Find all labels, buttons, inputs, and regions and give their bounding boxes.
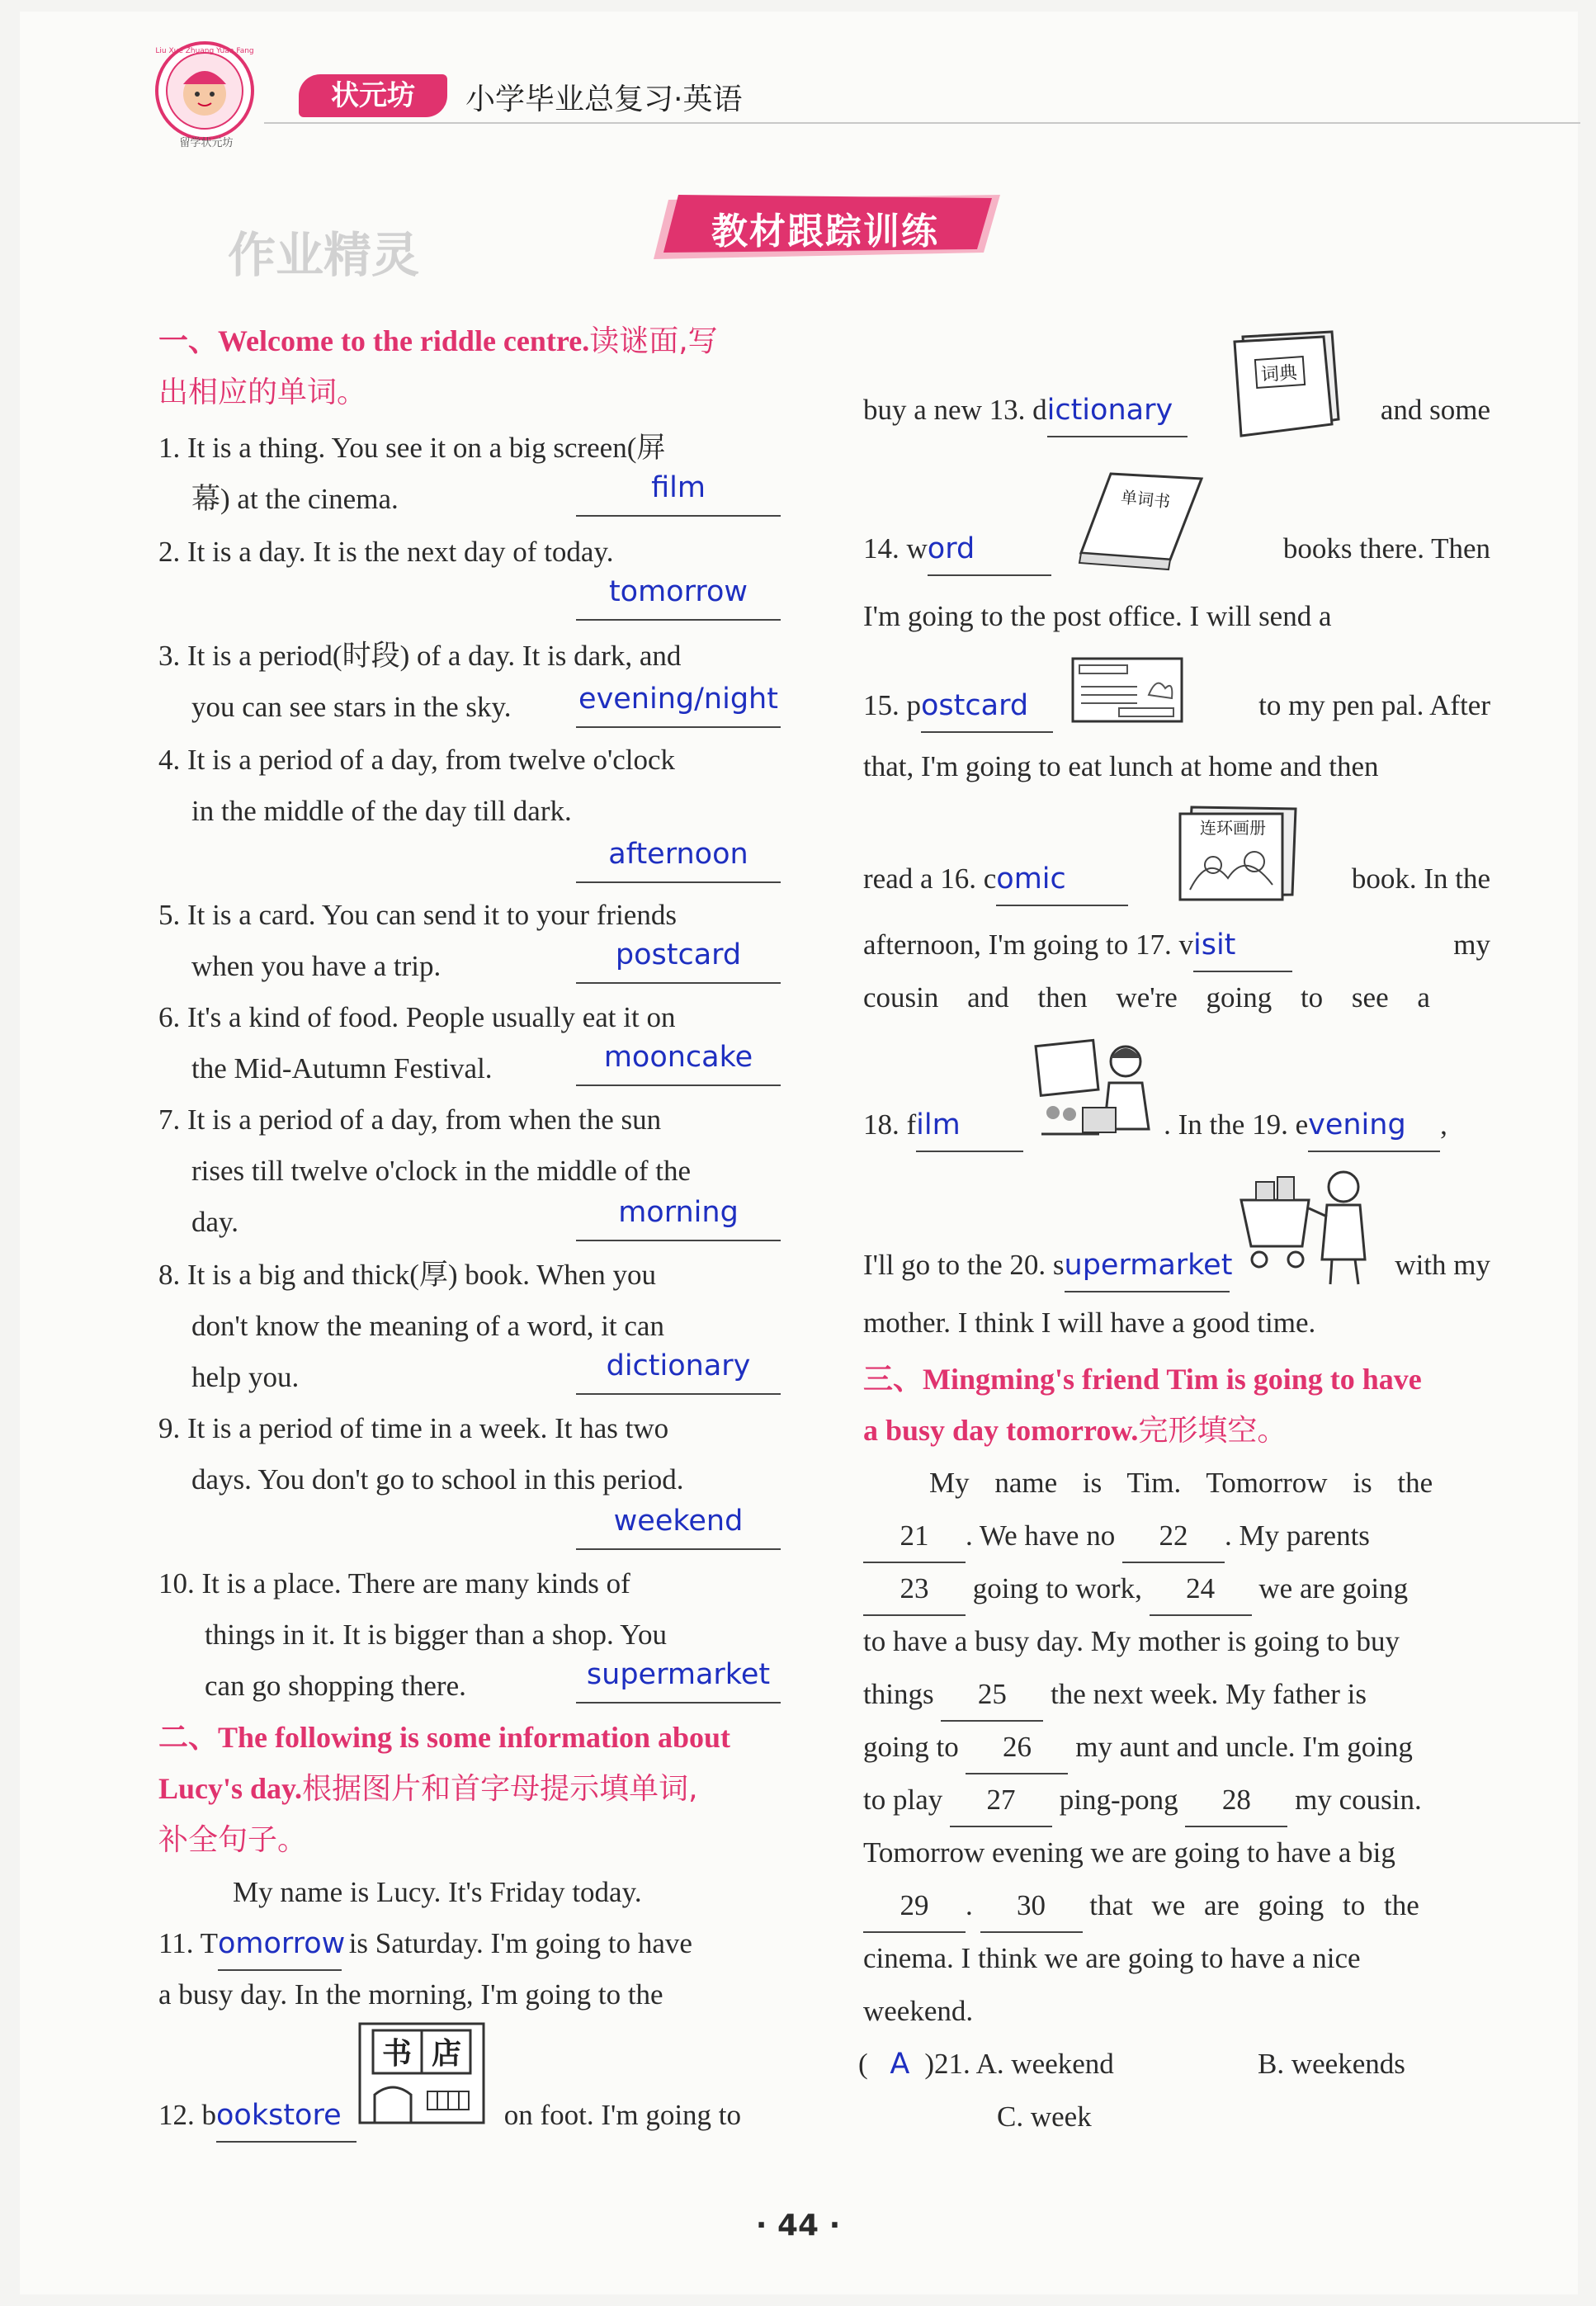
item3-line1: 3. It is a period(时段) of a day. It is dark, and [158,640,682,672]
s17-suffix: my [1453,929,1490,961]
q21-open-paren: ( [858,2048,868,2080]
passage-line-8: Tomorrow evening we are going to have a big [863,1836,1395,1869]
item7-line2: rises till twelve o'clock in the middle of the [191,1155,692,1187]
s20-suffix: with my [1395,1249,1490,1281]
s11-suffix: is Saturday. I'm going to have [341,1927,692,1959]
passage-line-7c: my cousin. [1295,1784,1422,1816]
sentence-14 [863,523,1490,576]
watermark-text: 作业精灵 [228,227,420,283]
passage-line-2a: . We have no [966,1519,1116,1552]
svg-text:店: 店 [431,2037,462,2071]
s14-answer: ord [928,523,1051,576]
sentence-11 [158,1918,692,1971]
item5-line1: 5. It is a card. You can send it to your friends [158,899,677,931]
sentence-20-line2: mother. I think I will have a good time. [863,1307,1316,1339]
passage-line-4: to have a busy day. My mother is going to buy [863,1625,1400,1657]
q21-answer: A [890,2048,910,2081]
passage-line-2b: . My parents [1224,1519,1370,1552]
blank-23[interactable]: 23 [863,1563,966,1616]
brand-logo [153,40,256,142]
passage-line-7b: ping-pong [1059,1784,1178,1816]
s11-prefix: 11. T [158,1927,218,1959]
passage-line-3 [863,1563,1490,1616]
item10-answer: supermarket [576,1649,781,1704]
part2-heading-en-1: 二、The following is some information about [158,1721,731,1754]
s19-suffix: , [1440,1108,1447,1141]
item10-line2: things in it. It is bigger than a shop. You [205,1618,668,1651]
book-title: 小学毕业总复习·英语 [465,83,743,116]
s18-prefix: 18. f [863,1108,917,1141]
s15-suffix: to my pen pal. After [1258,689,1490,721]
item1-answer: film [576,462,781,517]
blank-25[interactable]: 25 [941,1669,1043,1722]
passage-line-2 [863,1510,1490,1563]
q21-option-c: C. week [997,2100,1092,2133]
item4-line2: in the middle of the day till dark. [191,795,572,827]
s12-answer: ookstore [216,2090,357,2143]
item8-line2: don't know the meaning of a word, it can [191,1310,664,1342]
s19-answer: vening [1308,1099,1440,1152]
part2-heading-zh-1: 根据图片和首字母提示填单词, [302,1772,698,1806]
item7-line1: 7. It is a period of a day, from when the sun [158,1103,662,1136]
item3-line2: you can see stars in the sky. [191,691,512,723]
part3-heading-zh: 完形填空。 [1138,1414,1287,1448]
s15-prefix: 15. p [863,689,921,721]
item6-line1: 6. It's a kind of food. People usually eat it on [158,1001,676,1033]
part1-heading-zh-b: 出相应的单词。 [158,376,367,409]
s14-suffix: books there. Then [1282,532,1490,565]
passage-line-6a: going to [863,1731,959,1763]
item4-line1: 4. It is a period of a day, from twelve o'clock [158,744,676,776]
item6-answer: mooncake [576,1032,781,1086]
item5-line2: when you have a trip. [191,950,441,982]
part3-heading [863,1354,1507,1457]
svg-text:书: 书 [381,2037,413,2071]
part1-heading-zh-a: 读谜面,写 [589,324,718,358]
s18-answer: ilm [916,1099,1023,1152]
s13-prefix: buy a new 13. d [863,394,1047,426]
sentence-12 [158,2090,741,2143]
blank-28[interactable]: 28 [1185,1774,1287,1827]
passage-line-1: My name is Tim. Tomorrow is the [929,1467,1433,1499]
passage-line-3b: we are going [1258,1572,1409,1604]
blank-27[interactable]: 27 [950,1774,1052,1827]
s16-suffix: book. In the [1351,862,1490,895]
s20-answer: upermarket [1065,1240,1230,1292]
q21-option-a: )21. A. weekend [924,2048,1114,2080]
sentence-16 [863,853,1490,906]
s12-prefix: 12. b [158,2099,216,2131]
blank-29[interactable]: 29 [863,1880,966,1933]
blank-21[interactable]: 21 [863,1510,966,1563]
s20-prefix: I'll go to the 20. s [863,1249,1065,1281]
brand-badge: 状元坊 [299,74,447,117]
item10-line1: 10. It is a place. There are many kinds of [158,1567,630,1600]
passage-line-7a: to play [863,1784,943,1816]
s17-prefix: afternoon, I'm going to 17. v [863,929,1193,961]
s12-suffix: on foot. I'm going to [497,2099,742,2131]
part2-heading-en-2: Lucy's day. [158,1772,303,1805]
item8-line3: help you. [191,1361,300,1393]
logo-caption: 留学状元坊 [179,137,234,149]
logo-ring-text: Liu Xue Zhuang Yuan Fang [155,47,254,55]
page-number: · 44 · [755,2209,841,2242]
s11-answer: omorrow [218,1918,342,1971]
passage-line-6 [863,1722,1490,1774]
item8-line1: 8. It is a big and thick(厚) book. When you [158,1259,656,1291]
s17-answer: isit [1193,919,1292,972]
sentence-17-line2: cousin and then we're going to see a [863,981,1430,1014]
question-21 [858,2039,1114,2090]
item3-answer: evening/night [576,673,781,728]
s15-answer: ostcard [921,680,1053,733]
item5-answer: postcard [576,929,781,984]
part2-heading [158,1712,786,1866]
item9-line1: 9. It is a period of time in a week. It has two [158,1412,669,1444]
item9-answer: weekend [576,1496,781,1550]
sentence-15 [863,680,1490,733]
passage-line-10: cinema. I think we are going to have a nice [863,1942,1361,1974]
passage-line-11: weekend. [863,1995,974,2027]
s14-prefix: 14. w [863,532,928,565]
item9-line2: days. You don't go to school in this period. [191,1463,684,1496]
sentence-18-19 [863,1099,1490,1152]
s13-suffix: and some [1380,394,1490,426]
sentence-14-line2: I'm going to the post office. I will send a [863,600,1332,632]
item1-line2: 幕) at the cinema. [191,483,399,515]
section-title: 教材跟踪训练 [711,210,939,253]
item2-line1: 2. It is a day. It is the next day of today. [158,536,614,568]
comic-book-label: 连环画册 [1200,818,1266,838]
blank-30[interactable]: 30 [980,1880,1083,1933]
item7-line3: day. [191,1206,239,1238]
item6-line2: the Mid-Autumn Festival. [191,1052,493,1084]
item1-line1: 1. It is a thing. You see it on a big screen(屏 [158,432,666,464]
blank-26[interactable]: 26 [966,1722,1068,1774]
sentence-17 [863,919,1490,972]
s16-prefix: read a 16. c [863,862,997,895]
part1-heading-en: 一、Welcome to the riddle centre. [158,324,590,357]
part2-intro: My name is Lucy. It's Friday today. [233,1876,642,1908]
blank-24[interactable]: 24 [1150,1563,1252,1616]
item2-answer: tomorrow [576,566,781,621]
passage-line-5 [863,1669,1490,1722]
header-divider [264,122,1580,124]
sentence-13 [863,385,1490,437]
s13-answer: ictionary [1047,385,1188,437]
s19-prefix: . In the 19. e [1164,1108,1309,1141]
word-book-label: 单词书 [1120,486,1172,513]
part1-heading [158,315,786,418]
item7-answer: morning [576,1187,781,1241]
sentence-15-line2: that, I'm going to eat lunch at home and then [863,750,1379,782]
blank-22[interactable]: 22 [1122,1510,1225,1563]
part2-heading-zh-2: 补全句子。 [158,1823,308,1857]
q21-option-b: B. weekends [1258,2048,1405,2080]
dictionary-label: 词典 [1260,362,1298,386]
passage-line-9: 29 . 30 that we are going to the [863,1880,1490,1933]
item10-line3: can go shopping there. [205,1670,466,1702]
passage-line-5b: the next week. My father is [1051,1678,1367,1710]
passage-line-9a: that we are going to the [1089,1889,1419,1921]
passage-line-6b: my aunt and uncle. I'm going [1075,1731,1413,1763]
part3-heading-en-1: 三、Mingming's friend Tim is going to have [863,1363,1422,1396]
passage-line-3a: going to work, [972,1572,1142,1604]
passage-line-5a: things [863,1678,934,1710]
item8-answer: dictionary [576,1340,781,1395]
part3-heading-en-2: a busy day tomorrow. [863,1414,1139,1447]
sentence-11-line2: a busy day. In the morning, I'm going to the [158,1978,663,2011]
sentence-20 [863,1240,1490,1292]
s16-answer: omic [996,853,1128,906]
passage-line-7 [863,1774,1490,1827]
item4-answer: afternoon [576,829,781,883]
